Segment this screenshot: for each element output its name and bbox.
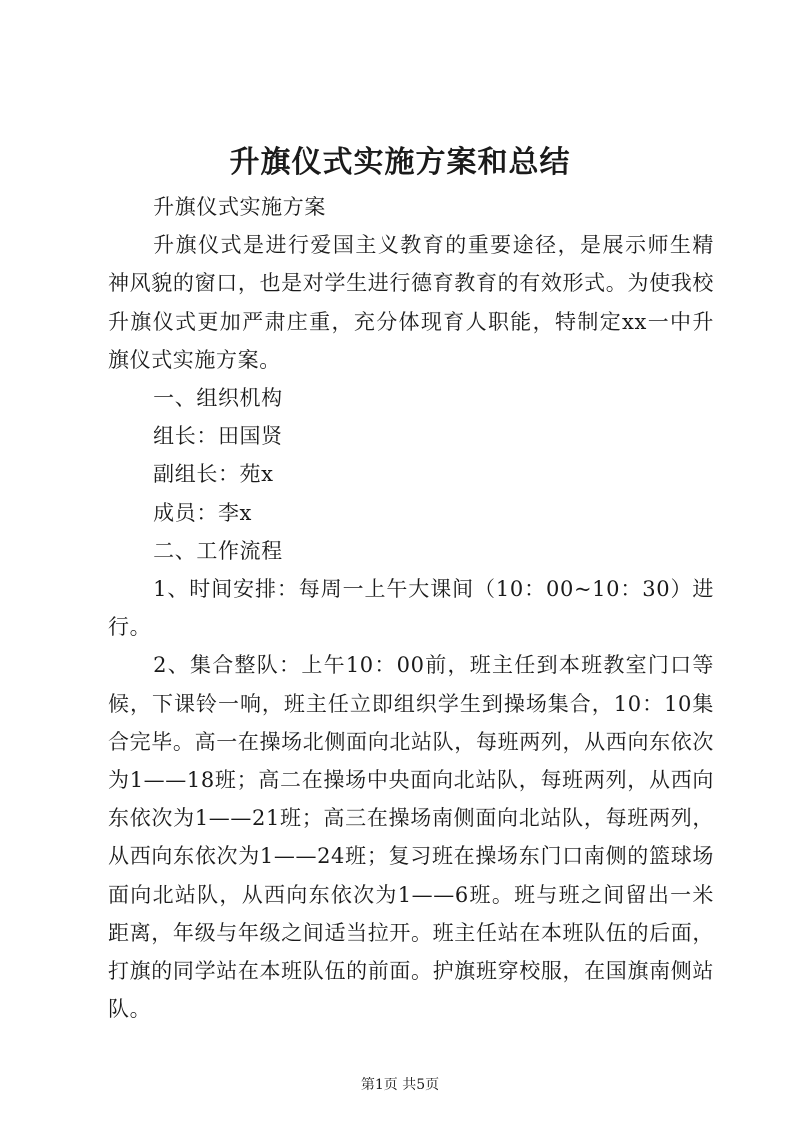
section-heading-organization: 一、组织机构 xyxy=(153,386,283,411)
paragraph-subtitle: 升旗仪式实施方案 xyxy=(153,195,326,219)
paragraph-intro: 升旗仪式是进行爱国主义教育的重要途径，是展示师生精神风貌的窗口，也是对学生进行德育教育的有效形式。为使我校升旗仪式更加严肃庄重，充分体现育人职能，特制定xx一中升旗仪式实施方案。 xyxy=(108,233,714,372)
paragraph-deputy-leader: 副组长：苑x xyxy=(153,462,274,487)
page-number-footer: 第1页 共5页 xyxy=(360,1077,440,1093)
paragraph-group-leader: 组长：田国贤 xyxy=(153,424,283,449)
paragraph-members: 成员：李x xyxy=(153,500,252,525)
section-heading-workflow: 二、工作流程 xyxy=(153,538,283,563)
document-body xyxy=(108,188,714,1028)
paragraph-time-schedule: 1、时间安排：每周一上午大课间（10：00~10：30）进行。 xyxy=(108,577,714,640)
document-title: 升旗仪式实施方案和总结 xyxy=(229,145,571,180)
paragraph-assembly: 2、集合整队：上午10：00前，班主任到本班教室门口等候，下课铃一响，班主任立即组织学生到操场集合，10：10集合完毕。高一在操场北侧面向北站队，每班两列，从西向东依次为1——18班；高二在操场中央面向北站队，每班两列，从西向东依次为1——21班；高三在操场南侧面向北站队，每班两列，从西向东依次为1——24班；复习班在操场东门口南侧的篮球场面向北站队，从西向东依次为1——6班。班与班之间留出一米距离，年级与年级之间适当拉开。班主任站在本班队伍的后面，打旗的同学站在本班队伍的前面。护旗班穿校服，在国旗南侧站队。 xyxy=(108,653,714,1022)
